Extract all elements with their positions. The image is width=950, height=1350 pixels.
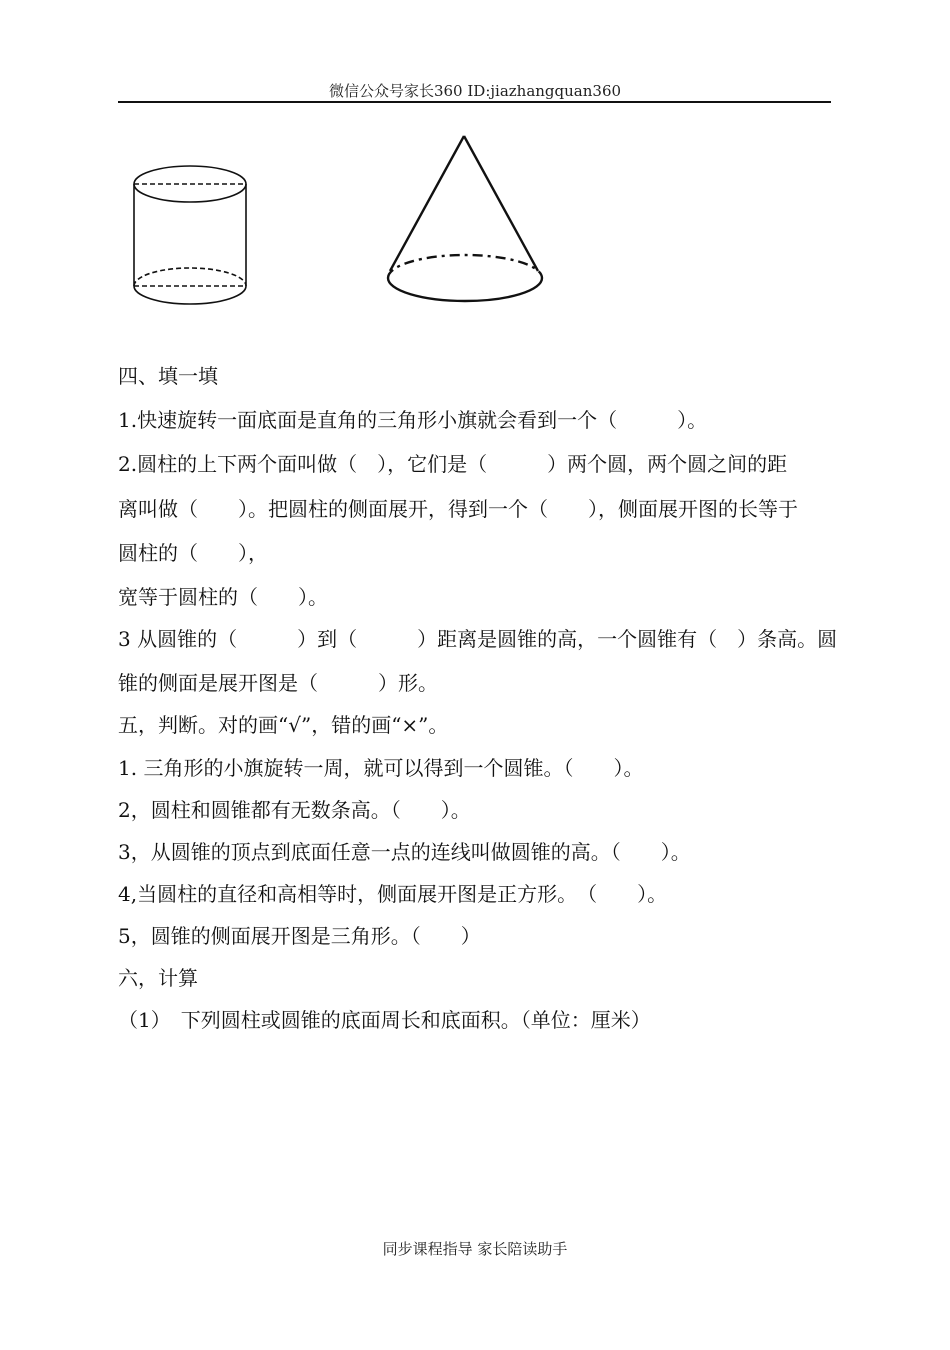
section-4-title: 四、填一填 (118, 364, 218, 388)
s5-question-2: 2，圆柱和圆锥都有无数条高。（ ）。 (118, 798, 471, 822)
s4-question-2-line-3: 圆柱的（ ）， (118, 541, 268, 565)
s5-question-1: 1. 三角形的小旗旋转一周，就可以得到一个圆锥。（ ）。 (118, 756, 644, 780)
page-footer: 同步课程指导 家长陪读助手 (382, 1240, 568, 1258)
section-5-title: 五，判断。对的画“√”，错的画“×”。 (118, 713, 449, 737)
s5-question-4: 4,当圆柱的直径和高相等时，侧面展开图是正方形。 （ ）。 (118, 882, 668, 906)
s4-question-3-line-2: 锥的侧面是展开图是（ ）形。 (118, 671, 438, 695)
s4-question-3-line-1: 3 从圆锥的（ ）到（ ）距离是圆锥的高，一个圆锥有（ ）条高。圆 (118, 627, 838, 651)
cone-base-back-arc (388, 255, 542, 278)
s5-question-3: 3，从圆锥的顶点到底面任意一点的连线叫做圆锥的高。（ ）。 (118, 840, 691, 864)
s5-question-5: 5，圆锥的侧面展开图是三角形。（ ） (118, 924, 481, 948)
figures (118, 128, 578, 318)
section-6-title: 六，计算 (118, 966, 198, 990)
cone-base-front-arc (388, 278, 542, 301)
s4-question-2-line-4: 宽等于圆柱的（ ）。 (118, 585, 328, 609)
cone-left-edge (390, 136, 464, 271)
cone-figure (388, 136, 542, 301)
s4-question-2-line-1: 2.圆柱的上下两个面叫做（ ），它们是（ ）两个圆，两个圆之间的距 (118, 452, 788, 476)
s4-question-2-line-2: 离叫做（ ）。把圆柱的侧面展开，得到一个（ ），侧面展开图的长等于 (118, 497, 798, 521)
page-header: 微信公众号家长360 ID:jiazhangquan360 (328, 82, 622, 100)
cylinder-figure (134, 166, 246, 304)
header-rule (118, 101, 831, 103)
cone-right-edge (464, 136, 538, 271)
s6-question-1: （1） 下列圆柱或圆锥的底面周长和底面积。（单位：厘米） (118, 1008, 651, 1032)
s4-question-1: 1.快速旋转一面底面是直角的三角形小旗就会看到一个（ ）。 (118, 408, 708, 432)
cylinder-bottom-front-arc (134, 286, 246, 304)
cylinder-bottom-back-arc (134, 268, 246, 286)
